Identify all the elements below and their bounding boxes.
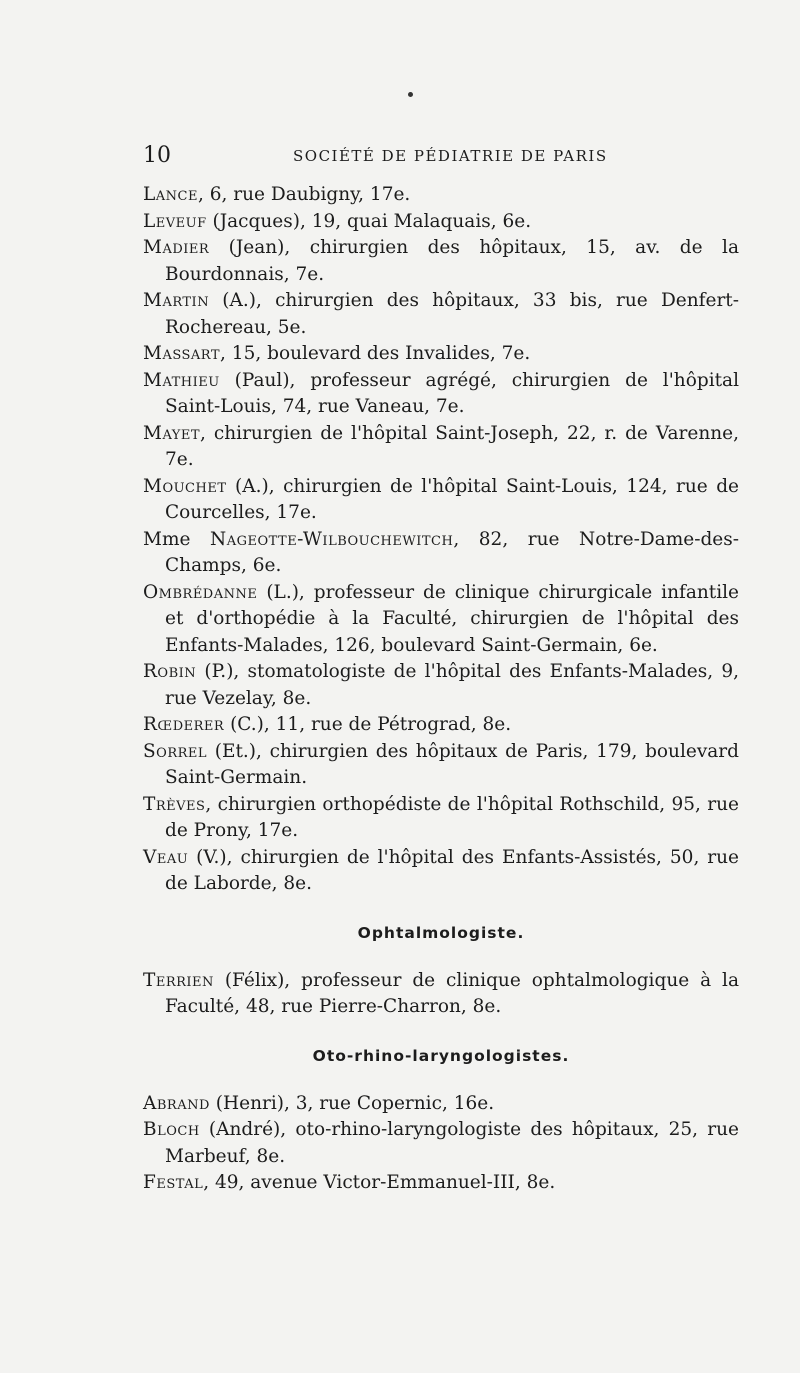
member-name: Leveuf [143, 210, 207, 232]
member-name: Rœderer [143, 714, 225, 735]
member-details: (Henri), 3, rue Copernic, 16e. [209, 1092, 495, 1114]
member-entry [143, 1170, 739, 1197]
member-entry [143, 341, 739, 368]
member-list [143, 182, 739, 1197]
member-details: , chirurgien de l'hôpital Saint-Joseph, 22, r. de Varenne, 7e. [165, 422, 739, 470]
member-name: Bloch [143, 1119, 200, 1140]
member-name: Terrien [143, 969, 214, 991]
member-details: , 49, avenue Victor-Emmanuel-III, 8e. [203, 1172, 556, 1193]
member-entry [143, 474, 739, 527]
member-name: Massart [143, 343, 221, 364]
member-entry [143, 968, 739, 1021]
member-title: Mme [143, 528, 210, 550]
member-details: (P.), stomatologiste de l'hôpital des Enfants-Malades, 9, rue Vezelay, 8e. [165, 661, 739, 709]
member-entry [143, 368, 739, 421]
member-entry [143, 209, 739, 236]
page-number: 10 [143, 143, 171, 168]
member-details: (A.), chirurgien de l'hôpital Saint-Louis, 124, rue de Courcelles, 17e. [165, 475, 739, 523]
member-entry [143, 235, 739, 288]
member-entry [143, 792, 739, 845]
member-entry [143, 1117, 739, 1170]
member-entry [143, 659, 739, 712]
member-name: Mouchet [143, 475, 227, 497]
member-name: Mathieu [143, 369, 220, 391]
member-details: (A.), chirurgien des hôpitaux, 33 bis, rue Denfert-Rochereau, 5e. [165, 290, 739, 338]
running-title: SOCIÉTÉ DE PÉDIATRIE DE PARIS [293, 147, 608, 165]
member-details: (V.), chirurgien de l'hôpital des Enfants-Assistés, 50, rue de Laborde, 8e. [165, 846, 739, 894]
member-name: Sorrel [143, 740, 208, 762]
member-name: Abrand [143, 1092, 210, 1114]
section-title: Ophtalmologiste. [357, 923, 525, 942]
page-header [143, 143, 743, 173]
member-entry [143, 288, 739, 341]
member-entry [143, 739, 739, 792]
member-name: Veau [143, 846, 189, 868]
member-name: Lance [143, 184, 198, 205]
member-name: Nageotte-Wilbouchewitch [210, 528, 454, 550]
section-title: Oto-rhino-laryngologistes. [312, 1046, 570, 1065]
member-entry [143, 527, 739, 580]
member-name: Martin [143, 290, 210, 311]
member-entry [143, 845, 739, 898]
member-name: Festal [143, 1172, 204, 1193]
member-entry [143, 421, 739, 474]
member-details: (Jacques), 19, quai Malaquais, 6e. [206, 210, 532, 232]
member-details: (André), oto-rhino-laryngologiste des hôpitaux, 25, rue Marbeuf, 8e. [165, 1119, 739, 1167]
member-details: , chirurgien orthopédiste de l'hôpital Rothschild, 95, rue de Prony, 17e. [165, 793, 739, 841]
member-entry [143, 182, 739, 209]
member-entry [143, 1091, 739, 1118]
member-details: , 15, boulevard des Invalides, 7e. [220, 343, 531, 364]
member-details: , 82, rue Notre-Dame-des-Champs, 6e. [165, 528, 739, 576]
member-details: (L.), professeur de clinique chirurgicale infantile et d'orthopédie à la Faculté, chirurgien de l'hôpital des Enfants-Malades, 126, boulevard Saint-Germain, 6e. [165, 581, 739, 656]
member-entry [143, 712, 739, 739]
member-details: (Jean), chirurgien des hôpitaux, 15, av. de la Bourdonnais, 7e. [165, 237, 739, 285]
member-details: (Félix), professeur de clinique ophtalmologique à la Faculté, 48, rue Pierre-Charron, 8e. [165, 969, 739, 1017]
member-name: Robin [143, 661, 197, 682]
member-details: (Paul), professeur agrégé, chirurgien de l'hôpital Saint-Louis, 74, rue Vaneau, 7e. [165, 369, 739, 417]
member-name: Ombrédanne [143, 581, 258, 603]
member-name: Madier [143, 237, 210, 258]
member-details: (C.), 11, rue de Pétrograd, 8e. [224, 714, 512, 735]
print-speck [408, 92, 413, 97]
member-details: (Et.), chirurgien des hôpitaux de Paris, 179, boulevard Saint-Germain. [165, 740, 739, 788]
member-details: , 6, rue Daubigny, 17e. [198, 184, 411, 205]
member-name: Trèves [143, 793, 206, 815]
member-entry [143, 580, 739, 660]
member-name: Mayet [143, 422, 201, 444]
